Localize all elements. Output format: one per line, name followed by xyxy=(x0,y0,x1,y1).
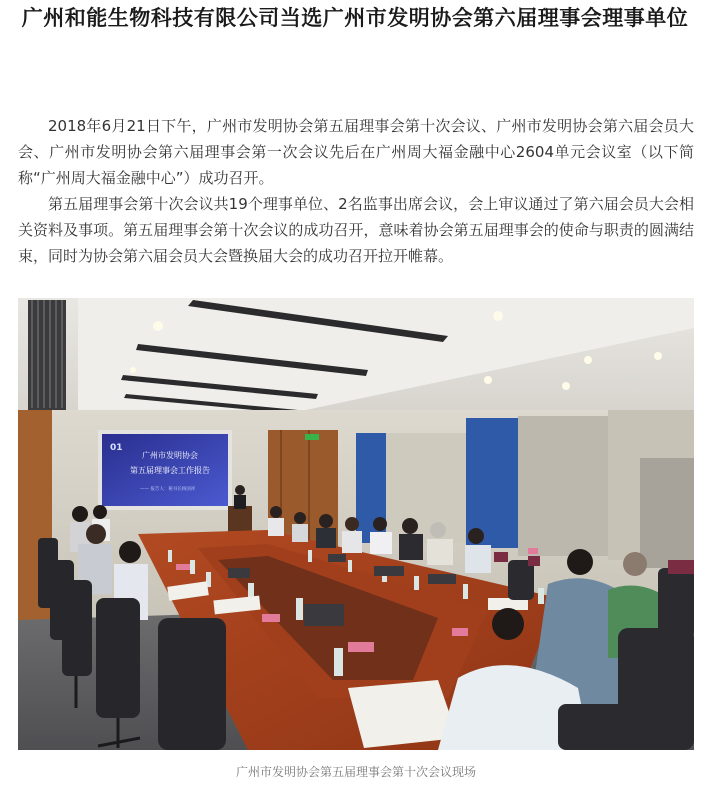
screen-line1: 广州市发明协会 xyxy=(142,451,198,460)
photo-caption: 广州市发明协会第五届理事会第十次会议现场 xyxy=(235,765,476,779)
article-title: 广州和能生物科技有限公司当选广州市发明协会第六届理事会理事单位 xyxy=(21,6,689,30)
article-paragraph: 第五届理事会第十次会议共19个理事单位、2名监事出席会议，会上审议通过了第六届会员大会相关资料及事项。第五届理事会第十次会议的成功召开，意味着协会第五届理事会的使命与职责的圆满结束，同时为协会第六届会员大会暨换届大会的成功召开拉开帷幕。 xyxy=(18,195,694,265)
screen-line2: 第五届理事会工作报告 xyxy=(130,466,210,475)
article-paragraph: 2018年6月21日下午，广州市发明协会第五届理事会第十次会议、广州市发明协会第六届会员大会、广州市发明协会第六届理事会第一次会议先后在广州周大福金融中心2604单元会议室（以下简称“广州周大福金融中心”）成功召开。 xyxy=(18,117,694,187)
screen-line3: —— 报告人：秘书长杨国祥 xyxy=(140,487,196,492)
article-body xyxy=(18,113,694,269)
screen-number: 01 xyxy=(110,443,123,453)
meeting-photo xyxy=(18,298,694,750)
